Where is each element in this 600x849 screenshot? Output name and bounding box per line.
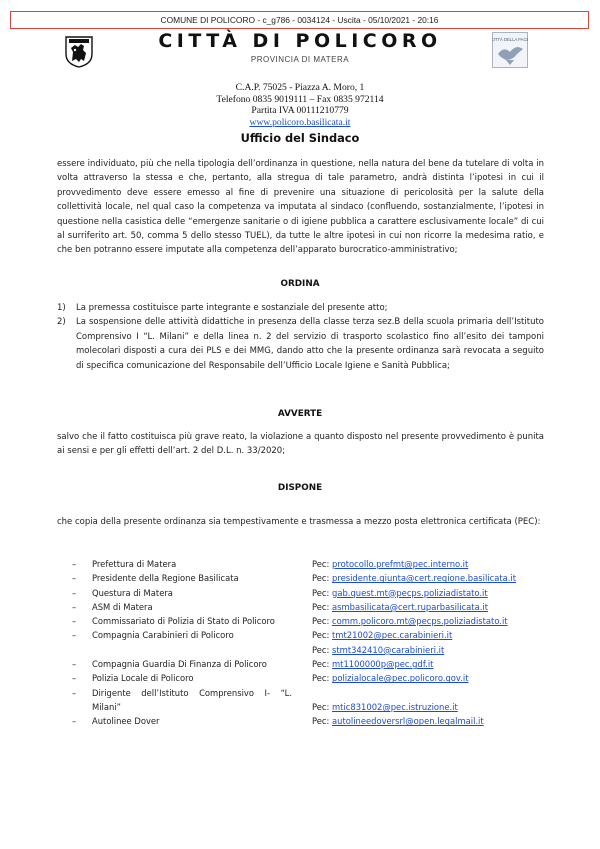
ordina-item [57, 315, 544, 373]
website-link[interactable]: www.policoro.basilicata.it [249, 116, 351, 128]
address-block [0, 82, 600, 128]
badge-text: CITTÀ DELLA PACE [492, 37, 528, 42]
ordina-item-text: La sospensione delle attività didattiche in presenza della classe terza sez.B della scuola primaria dell’Istituto Comprensivo I “L. Milani” e della linea n. 2 del servizio di trasporto scolastico fino all’esito dei tamponi molecolari disposti a cura dei PLS e dei MMG, dando atto che la presente ordinanza sarà revocata a seguito di specifica comunicazione del Responsabile dell’Ufficio Locale Igiene e Sanità Pubblica; [76, 317, 544, 371]
address-line: C.A.P. 75025 - Piazza A. Moro, 1 [235, 82, 365, 93]
office-title: Ufficio del Sindaco [240, 131, 360, 145]
dispone-heading: DISPONE [277, 483, 323, 493]
avverte-heading: AVVERTE [277, 409, 323, 419]
pec-address-link[interactable]: mt1100000p@pec.gdf.it [332, 659, 434, 670]
recipient-row [72, 586, 542, 600]
recipient-name: ASM di Matera [92, 601, 153, 612]
pec-label: Pec: [312, 616, 330, 627]
pec-address-link[interactable]: comm.policoro.mt@pecps.poliziadistato.it [332, 616, 508, 627]
recipient-name: Compagnia Guardia Di Finanza di Policoro [92, 659, 267, 670]
list-dash: – [72, 630, 77, 641]
ordina-item-text: La premessa costituisce parte integrante e sostanziale del presente atto; [76, 303, 388, 313]
city-title: CITTÀ DI POLICORO [158, 30, 442, 52]
pec-address-link[interactable]: asmbasilicata@cert.ruparbasilicata.it [332, 601, 488, 612]
pec-address-link[interactable]: presidente.giunta@cert.regione.basilicata.it [332, 573, 517, 584]
list-dash: – [72, 659, 77, 670]
ordina-heading: ORDINA [280, 279, 320, 289]
pec-label: Pec: [312, 673, 330, 684]
recipient-name: Dirigente dell’Istituto Comprensivo I- “L. Milani” [92, 687, 292, 712]
recipient-name: Prefettura di Matera [92, 559, 177, 569]
ordina-item-number: 1) [57, 303, 66, 313]
recipient-row [72, 614, 542, 628]
pec-label: Pec: [312, 659, 330, 670]
vat-line: Partita IVA 00111210779 [251, 105, 349, 116]
recipient-name: Presidente della Regione Basilicata [92, 573, 239, 584]
pec-label: Pec: [312, 601, 330, 612]
list-dash: – [72, 559, 77, 569]
recipient-row [72, 671, 542, 685]
recipients-list [72, 557, 542, 729]
recipient-name: Polizia Locale di Policoro [92, 673, 194, 684]
city-of-peace-badge-icon [492, 32, 528, 68]
recipient-row [72, 714, 542, 728]
ordina-item [57, 301, 544, 315]
pec-address-link[interactable]: tmt21002@pec.carabinieri.it [332, 630, 453, 641]
dispone-paragraph: che copia della presente ordinanza sia tempestivamente e trasmessa a mezzo posta elettronica certificata (PEC): [57, 517, 541, 527]
recipient-row [72, 686, 542, 715]
pec-address-link[interactable]: protocollo.prefmt@pec.interno.it [332, 559, 469, 569]
pec-address-link[interactable]: gab.quest.mt@pecps.poliziadistato.it [332, 587, 488, 598]
list-dash: – [72, 601, 77, 612]
pec-label: Pec: [312, 644, 330, 655]
pec-label: Pec: [312, 559, 330, 569]
recipient-row [72, 657, 542, 671]
list-dash: – [72, 716, 77, 727]
phone-fax-line: Telefono 0835 9019111 – Fax 0835 972114 [216, 93, 384, 105]
pec-label: Pec: [312, 587, 330, 598]
recipient-row [72, 571, 542, 585]
recipient-name: Compagnia Carabinieri di Policoro [92, 630, 234, 641]
protocol-stamp: COMUNE DI POLICORO - c_g786 - 0034124 - Uscita - 05/10/2021 - 20:16 [10, 11, 589, 29]
list-dash: – [72, 587, 77, 598]
recipient-name: Commissariato di Polizia di Stato di Policoro [92, 616, 275, 627]
list-dash: – [72, 573, 77, 584]
pec-label: Pec: [312, 701, 330, 712]
ordina-list [57, 301, 544, 373]
pec-label: Pec: [312, 630, 330, 641]
list-dash: – [72, 616, 77, 627]
list-dash: – [72, 687, 77, 698]
pec-label: Pec: [312, 716, 330, 727]
recipient-row [72, 557, 542, 571]
pec-label: Pec: [312, 573, 330, 584]
avverte-paragraph: salvo che il fatto costituisca più grave reato, la violazione a quanto disposto nel presente provvedimento è punita ai sensi e per gli effetti dell’art. 2 del D.L. n. 33/2020; [57, 432, 544, 457]
recipient-row [72, 628, 542, 657]
pec-address-link[interactable]: stmt342410@carabinieri.it [332, 644, 445, 655]
intro-paragraph: essere individuato, più che nella tipologia dell’ordinanza in questione, nella natura del bene da tutelare di volta in volta attraverso la stessa e che, pertanto, alla stregua di tale parametro, andrà distinta l’ipotesi in cui il provvedimento deve essere emesso al fine di prevenire una situazione di pericolosità per la salute della collettività locale, nel qual caso la competenza va imputata al sindaco (confluendo, sostanzialmente, l’ipotesi in questione nella casistica delle “emergenze sanitarie o di igiene pubblica a carattere esclusivamente locale” di cui al surriferito art. 50, comma 5 dello stesso TUEL), da tutte le altre ipotesi in cui non ricorre la medesima ratio, e che ben potranno essere imputate alla competenza dell’apparato burocratico-amministrativo; [57, 159, 544, 256]
recipient-name: Questura di Matera [92, 587, 173, 598]
province-subtitle: PROVINCIA DI MATERA [250, 55, 350, 64]
recipient-row [72, 600, 542, 614]
recipient-name: Autolinee Dover [92, 716, 160, 727]
pec-address-link[interactable]: mtic831002@pec.istruzione.it [332, 701, 458, 712]
ordina-item-number: 2) [57, 317, 66, 328]
pec-address-link[interactable]: polizialocale@pec.policoro.gov.it [332, 673, 469, 684]
pec-address-link[interactable]: autolineedoversrl@open.legalmail.it [332, 716, 484, 727]
list-dash: – [72, 673, 77, 684]
